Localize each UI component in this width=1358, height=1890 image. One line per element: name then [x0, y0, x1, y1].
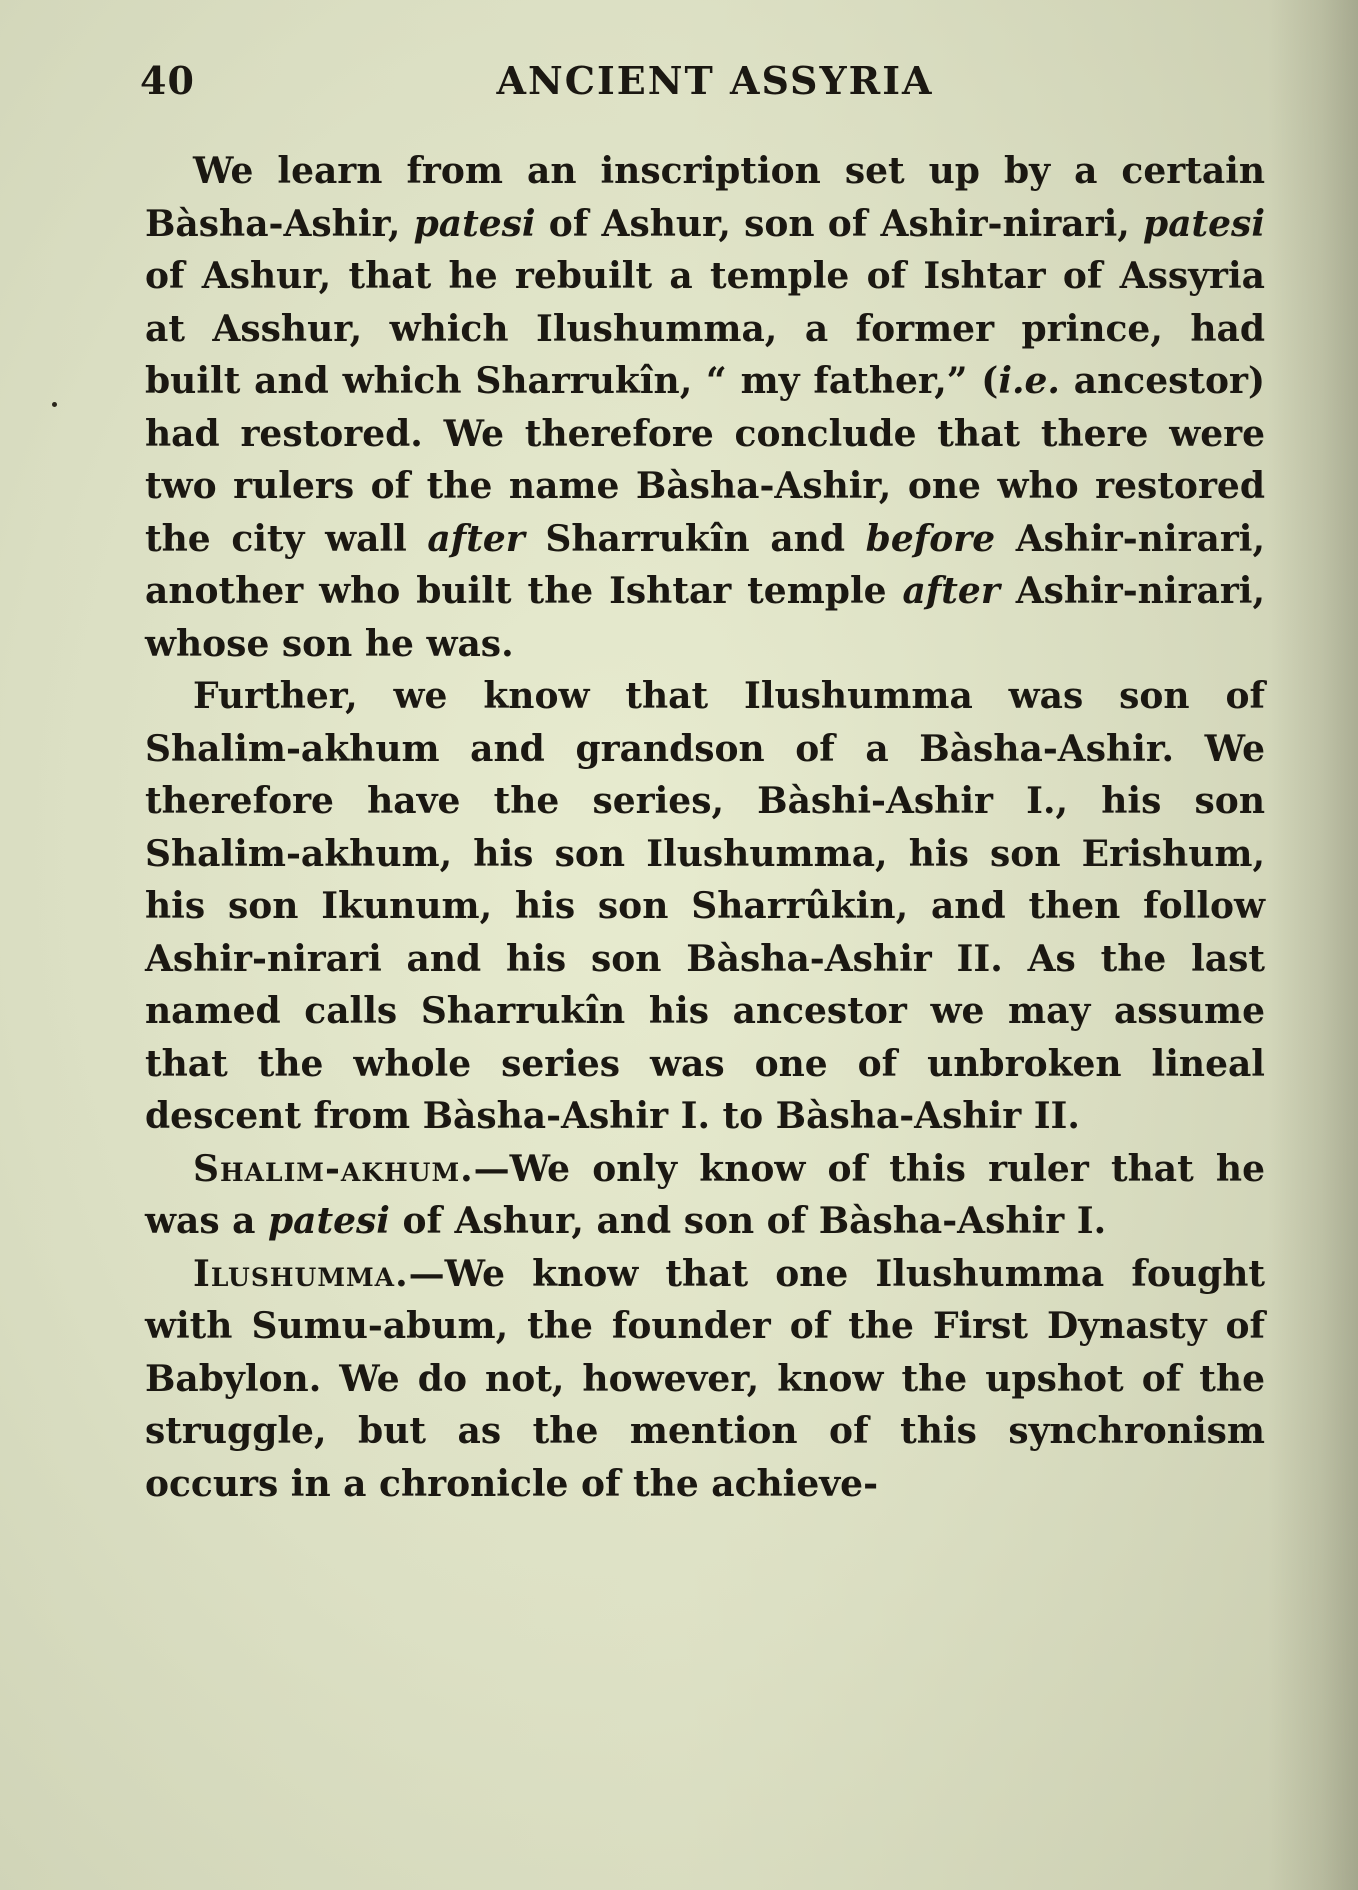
text-run: of Ashur, son of Ashir-nirari,: [535, 202, 1144, 245]
italic-run: patesi: [1143, 202, 1265, 245]
text-run: Ashir-nirari, whose son he was.: [145, 570, 1265, 665]
text-run: of Ashur, and son of Bàsha-Ashir I.: [389, 1200, 1107, 1242]
text-run: of Ashur, that he rebuilt a temple of Ishtar of Assyria at Asshur, which Ilushumma, a former prince, had built and which Sharrukîn, “ my father,” (: [145, 255, 1265, 402]
running-header: [140, 58, 1270, 118]
section-heading-shalim-akhum: Shalim-akhum.: [193, 1147, 474, 1190]
paragraph-shalim-akhum: [145, 1143, 1265, 1248]
text-run: —We know that one Ilushumma fought with Sumu-abum, the founder of the First Dynasty of Babylon. We do not, however, know the upshot of the struggle, but as the mention of this synchronism occurs in a chronicle of the achieve-: [145, 1252, 1265, 1505]
italic-run: patesi: [413, 202, 536, 245]
print-speck: [52, 402, 57, 407]
italic-run: i.e.: [998, 360, 1060, 402]
italic-run: before: [865, 517, 996, 560]
page-edge-shadow: [1268, 0, 1358, 1890]
italic-run: patesi: [267, 1200, 390, 1242]
text-run: —We only know of this ruler that he was a: [145, 1147, 1265, 1242]
running-title: ANCIENT ASSYRIA: [496, 58, 934, 103]
page-number: 40: [140, 58, 195, 103]
text-run: Sharrukîn and: [524, 517, 866, 560]
paragraph-series-of-rulers: [145, 670, 1265, 1143]
text-run: We learn from an inscription set up by a certain Bàsha-Ashir,: [145, 150, 1265, 245]
paragraph-basha-ashir-inscription: [145, 145, 1265, 670]
text-run: ancestor) had restored. We therefore conclude that there were two rulers of the name Bàsha-Ashir, one who restored the city wall: [145, 360, 1265, 560]
italic-run: after: [427, 517, 525, 560]
text-run: Further, we know that Ilushumma was son of Shalim-akhum and grandson of a Bàsha-Ashir. We therefore have the series, Bàshi-Ashir I., his son Shalim-akhum, his son Ilushumma, his son Erishum, his son Ikunum, his son Sharrûkin, and then follow Ashir-nirari and his son Bàsha-Ashir II. As the last named calls Sharrukîn his ancestor we may assume that the whole series was one of unbroken lineal descent from Bàsha-Ashir I. to Bàsha-Ashir II.: [145, 675, 1265, 1137]
italic-run: after: [902, 570, 1000, 612]
body-text: [145, 145, 1265, 1510]
section-heading-ilushumma: Ilushumma.: [193, 1252, 409, 1295]
paragraph-ilushumma: [145, 1248, 1265, 1511]
text-run: Ashir-nirari, another who built the Ishtar temple: [145, 517, 1266, 612]
